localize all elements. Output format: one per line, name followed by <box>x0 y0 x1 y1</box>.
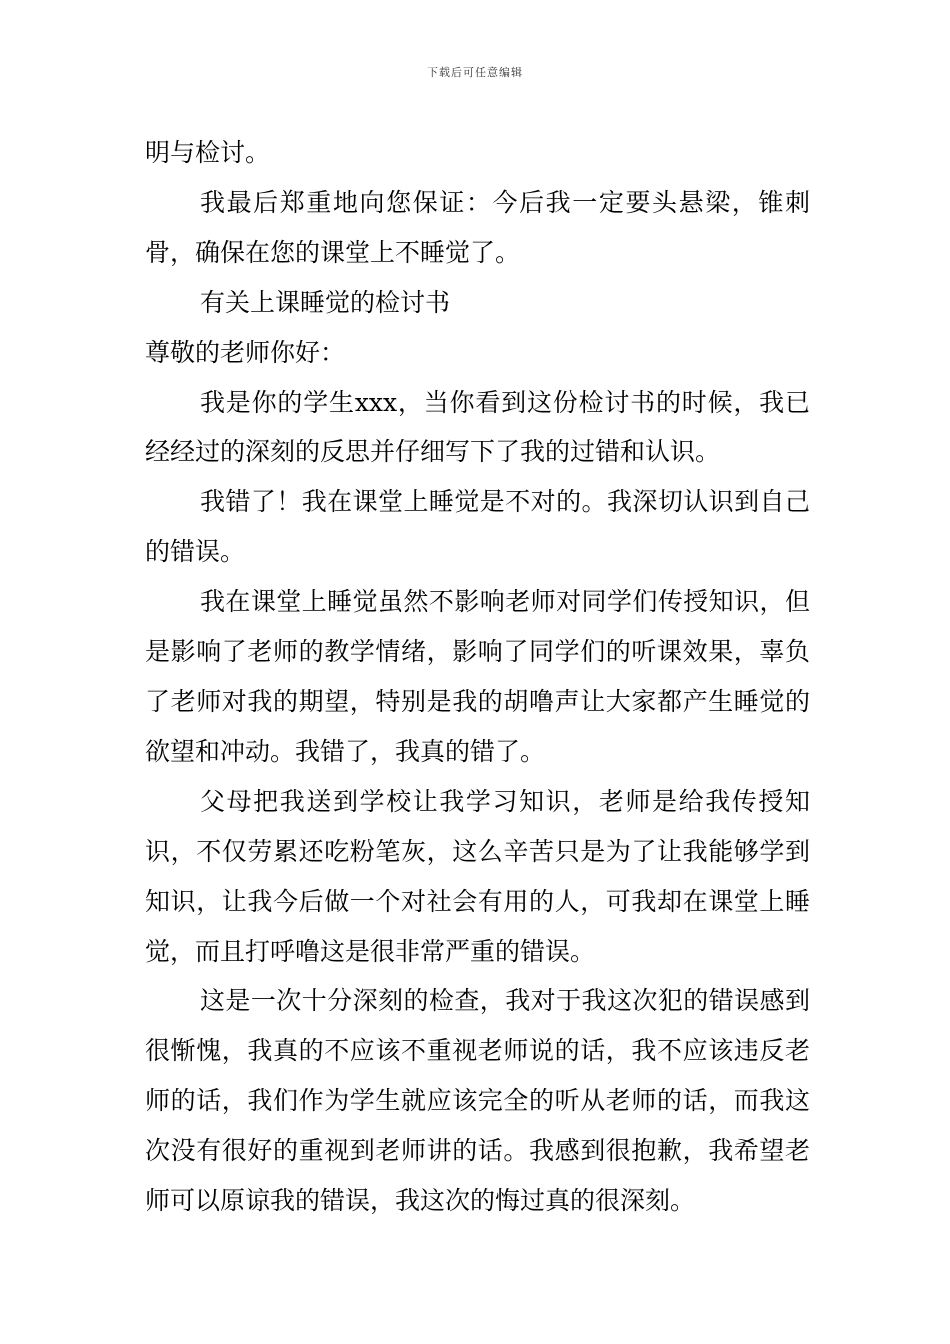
section-title: 有关上课睡觉的检讨书 <box>200 287 451 317</box>
paragraph-intro: 我是你的学生xxx，当你看到这份检讨书的时候，我已经经过的深刻的反思并仔细写下了我的过错和认识。 <box>145 387 810 467</box>
paragraph-parents: 父母把我送到学校让我学习知识，老师是给我传授知识，不仅劳累还吃粉笔灰，这么辛苦只是为了让我能够学到知识，让我今后做一个对社会有用的人，可我却在课堂上睡觉，而且打呼噜这是很非常严重的错误。 <box>145 786 810 966</box>
paragraph-admission: 我错了！我在课堂上睡觉是不对的。我深切认识到自己的错误。 <box>145 487 810 567</box>
salutation: 尊敬的老师你好： <box>145 337 346 367</box>
paragraph-reflection: 这是一次十分深刻的检查，我对于我这次犯的错误感到很惭愧，我真的不应该不重视老师说的话，我不应该违反老师的话，我们作为学生就应该完全的听从老师的话，而我这次没有很好的重视到老师讲的话。我感到很抱歉，我希望老师可以原谅我的错误，我这次的悔过真的很深刻。 <box>145 986 810 1216</box>
paragraph-impact: 我在课堂上睡觉虽然不影响老师对同学们传授知识，但是影响了老师的教学情绪，影响了同学们的听课效果，辜负了老师对我的期望，特别是我的胡噜声让大家都产生睡觉的欲望和冲动。我错了，我真的错了。 <box>145 587 810 766</box>
paragraph-continuation: 明与检讨。 <box>145 138 271 167</box>
paragraph-guarantee: 我最后郑重地向您保证：今后我一定要头悬梁，锥刺骨，确保在您的课堂上不睡觉了。 <box>145 187 810 267</box>
page-header-note: 下载后可任意编辑 <box>427 66 523 79</box>
document-body <box>145 128 810 1226</box>
